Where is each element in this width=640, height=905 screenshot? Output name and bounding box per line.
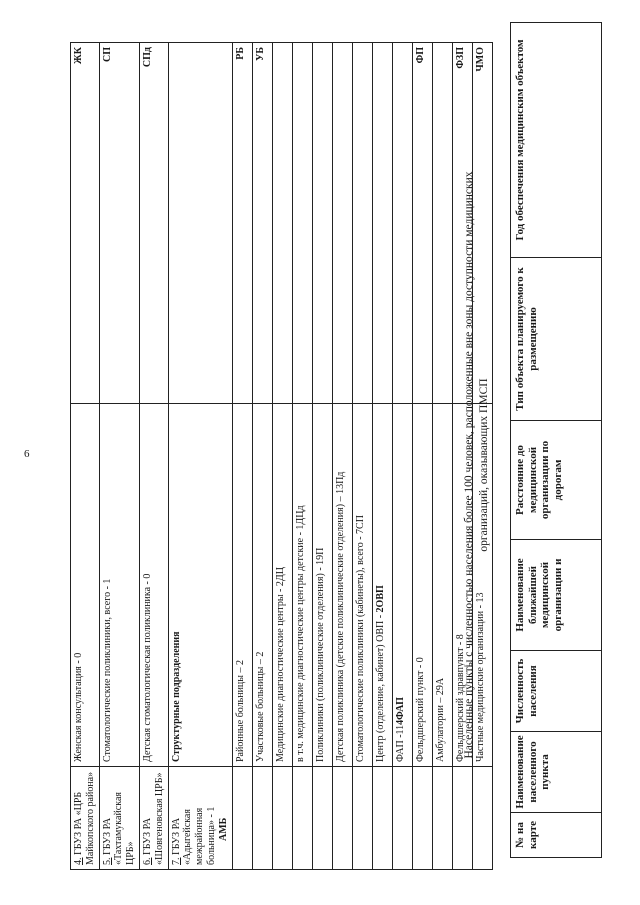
subdivision-cell bbox=[432, 404, 452, 767]
organization-cell bbox=[252, 767, 272, 870]
subdivision-cell bbox=[292, 404, 312, 767]
table-row bbox=[272, 43, 292, 870]
subdivision-name: Структурные подразделения bbox=[170, 631, 182, 762]
code-cell bbox=[432, 43, 452, 404]
organization-cell bbox=[352, 767, 372, 870]
code-cell bbox=[372, 43, 392, 404]
organization-cell bbox=[139, 767, 168, 870]
header-settlement-name: Наименование населенного пункта bbox=[511, 732, 602, 813]
table-row bbox=[432, 43, 452, 870]
subdivision-name: Фельдшерский пункт - 0 bbox=[414, 657, 426, 762]
caption-line-2: организаций, оказывающих ПМСП bbox=[477, 378, 490, 552]
subdivision-cell bbox=[392, 404, 412, 767]
organization-cell bbox=[432, 767, 452, 870]
table-row bbox=[372, 43, 392, 870]
organization-name: ГБУЗ РА «Тахтамукайская ЦРБ» bbox=[101, 792, 137, 865]
subdivision-name: Детская стоматологическая поликлиника - 0 bbox=[141, 573, 153, 762]
header-provision-year: Год обеспечения медицинским объектом bbox=[511, 23, 602, 258]
organization-cell bbox=[372, 767, 392, 870]
subdivision-name: Женская консультация - 0 bbox=[73, 652, 84, 762]
organization-name: ГБУЗ РА «Шовгеновская ЦРБ» bbox=[141, 772, 165, 865]
subdivision-cell bbox=[272, 404, 292, 767]
subdivision-cell bbox=[412, 404, 432, 767]
header-map-number: № на карте bbox=[511, 813, 602, 858]
code-cell: ЖК bbox=[71, 43, 100, 404]
subdivision-name: ФАП -11 bbox=[394, 724, 406, 762]
settlements-header-row bbox=[511, 23, 602, 858]
subdivision-cell bbox=[71, 404, 100, 767]
subdivision-name: Стоматологические поликлиники, всего - 1 bbox=[101, 578, 113, 762]
table-row bbox=[412, 43, 432, 870]
subdivision-name: Амбулатории – 29А bbox=[434, 677, 446, 762]
organization-cell bbox=[71, 767, 100, 870]
header-road-distance: Расстояние до медицинской организации по дорогам bbox=[511, 421, 602, 540]
subdivision-name: Районные больницы – 2 bbox=[234, 660, 246, 762]
subdivision-cell bbox=[352, 404, 372, 767]
table-row bbox=[139, 43, 168, 870]
row-number: 5. bbox=[101, 857, 113, 865]
code-cell bbox=[168, 43, 232, 404]
header-population: Численность населения bbox=[511, 651, 602, 732]
subdivision-cell bbox=[139, 404, 168, 767]
table-row bbox=[352, 43, 372, 870]
organization-cell bbox=[168, 767, 232, 870]
subdivision-name: Стоматологические поликлиники (кабинеты), всего - 7СП bbox=[354, 515, 366, 762]
table-row bbox=[168, 43, 232, 870]
subdivision-name: Медицинские диагностические центры - 2ДЦ bbox=[274, 567, 286, 762]
subdivision-cell bbox=[252, 404, 272, 767]
header-object-type: Тип объекта планируемого к размещению bbox=[511, 258, 602, 421]
code-cell: УБ bbox=[252, 43, 272, 404]
subdivision-cell bbox=[99, 404, 139, 767]
subdivision-name: Центр (отделение, кабинет) ОВП - bbox=[374, 612, 386, 762]
organization-cell bbox=[332, 767, 352, 870]
table-row bbox=[71, 43, 100, 870]
subdivision-cell bbox=[168, 404, 232, 767]
code-cell bbox=[272, 43, 292, 404]
row-number: 6. bbox=[141, 857, 153, 865]
subdivision-code-inline: 2ОВП bbox=[374, 585, 386, 613]
organization-abbreviation: АМБ bbox=[217, 817, 229, 841]
subdivision-name: Участковые больницы – 2 bbox=[254, 651, 266, 762]
subdivision-name: в т.ч. медицинские диагностические центры детские - 1ДЦд bbox=[294, 505, 306, 762]
subdivision-cell bbox=[372, 404, 392, 767]
subdivision-cell bbox=[232, 404, 252, 767]
table-row bbox=[312, 43, 332, 870]
code-cell bbox=[292, 43, 312, 404]
organization-cell bbox=[99, 767, 139, 870]
table-row bbox=[392, 43, 412, 870]
organization-cell bbox=[312, 767, 332, 870]
subdivision-cell bbox=[312, 404, 332, 767]
subdivision-name: Частные медицинские организации - 13 bbox=[474, 592, 486, 762]
code-cell: ЧМО bbox=[472, 43, 492, 404]
organization-name: ГБУЗ РА «Адыгейская межрайонная больница» - 1 bbox=[170, 806, 217, 865]
header-nearest-organization: Наименование ближайшей медицинской организации и bbox=[511, 540, 602, 651]
organization-cell bbox=[412, 767, 432, 870]
code-cell bbox=[392, 43, 412, 404]
organization-cell bbox=[292, 767, 312, 870]
code-cell: СП bbox=[99, 43, 139, 404]
table-caption bbox=[462, 60, 492, 870]
caption-line-1: Населенные пункты с численностью населения более 100 человек, расположенные вне зоны доступности медицинских bbox=[463, 171, 475, 759]
organization-cell bbox=[232, 767, 252, 870]
code-cell: СПд bbox=[139, 43, 168, 404]
code-cell bbox=[312, 43, 332, 404]
organization-cell bbox=[392, 767, 412, 870]
page-number: 6 bbox=[24, 448, 30, 460]
code-cell: ФП bbox=[412, 43, 432, 404]
table-row bbox=[292, 43, 312, 870]
settlements-table bbox=[510, 22, 602, 858]
code-cell: ФЗП bbox=[452, 43, 472, 404]
code-cell: РБ bbox=[232, 43, 252, 404]
row-number: 7. bbox=[170, 857, 182, 865]
table-row bbox=[232, 43, 252, 870]
medical-organizations-table bbox=[70, 42, 493, 870]
subdivision-code-inline: 4ФАП bbox=[394, 697, 406, 725]
code-cell bbox=[352, 43, 372, 404]
code-cell bbox=[332, 43, 352, 404]
row-number: 4. bbox=[73, 857, 84, 865]
subdivision-name: Поликлиники (поликлинические отделения) - 19П bbox=[314, 547, 326, 762]
organization-cell bbox=[272, 767, 292, 870]
subdivision-name: Детская поликлиника (детские поликлинические отделения) – 13Пд bbox=[334, 471, 346, 762]
table-row bbox=[252, 43, 272, 870]
table-row bbox=[99, 43, 139, 870]
subdivision-name: Фельдшерский здравпункт - 8 bbox=[454, 634, 466, 762]
subdivision-cell bbox=[332, 404, 352, 767]
table-row bbox=[332, 43, 352, 870]
organization-name: ГБУЗ РА «ЦРБ Майкопского района» bbox=[73, 771, 96, 865]
rotated-landscape-content bbox=[70, 39, 600, 870]
